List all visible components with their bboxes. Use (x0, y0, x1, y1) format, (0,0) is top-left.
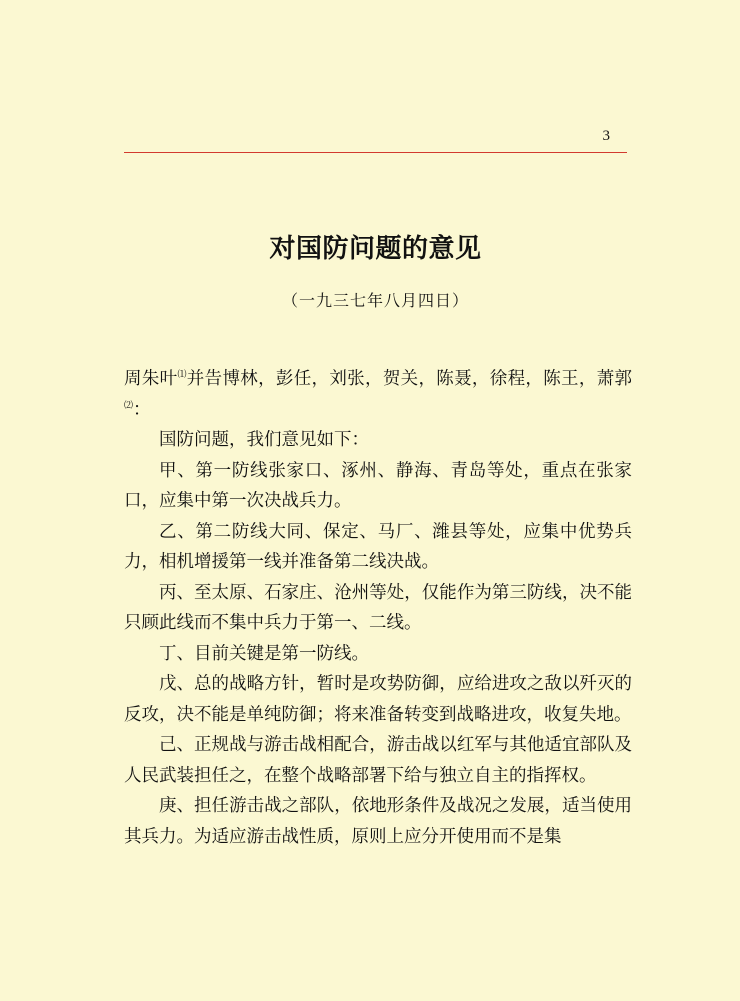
header-rule (124, 152, 627, 153)
footnote-ref-1[interactable]: ⑴ (177, 370, 187, 380)
salutation-part-2: 并告博林，彭任，刘张，贺关，陈聂，徐程，陈王，萧郭 (186, 369, 632, 389)
paragraph: 庚、担任游击战之部队，依地形条件及战况之发展，适当使用其兵力。为适应游击战性质，原则上应分开使用而不是集 (124, 796, 632, 847)
document-date: （一九三七年八月四日） (281, 291, 469, 310)
paragraph: 丙、至太原、石家庄、沧州等处，仅能作为第三防线，决不能只顾此线而不集中兵力于第一、二线。 (124, 582, 632, 633)
document-title: 对国防问题的意见 (269, 234, 482, 264)
document-body (124, 364, 632, 852)
page-number: 3 (602, 128, 610, 144)
paragraph: 乙、第二防线大同、保定、马厂、潍县等处，应集中优势兵力，相机增援第一线并准备第二线决战。 (124, 521, 632, 572)
paragraph: 丁、目前关键是第一防线。 (159, 643, 369, 664)
paragraph: 甲、第一防线张家口、涿州、静海、青岛等处，重点在张家口，应集中第一次决战兵力。 (124, 460, 632, 511)
salutation (124, 364, 632, 425)
paragraph: 己、正规战与游击战相配合，游击战以红军与其他适宜部队及人民武装担任之，在整个战略部署下给与独立自主的指挥权。 (124, 735, 632, 786)
paragraph: 戊、总的战略方针，暂时是攻势防御，应给进攻之敌以歼灭的反攻，决不能是单纯防御；将来准备转变到战略进攻，收复失地。 (124, 674, 632, 725)
salutation-part-3: ： (133, 399, 151, 420)
salutation-part-1: 周朱叶 (124, 369, 178, 389)
paragraph: 国防问题，我们意见如下： (159, 430, 369, 450)
footnote-ref-2[interactable]: ⑵ (124, 400, 134, 411)
